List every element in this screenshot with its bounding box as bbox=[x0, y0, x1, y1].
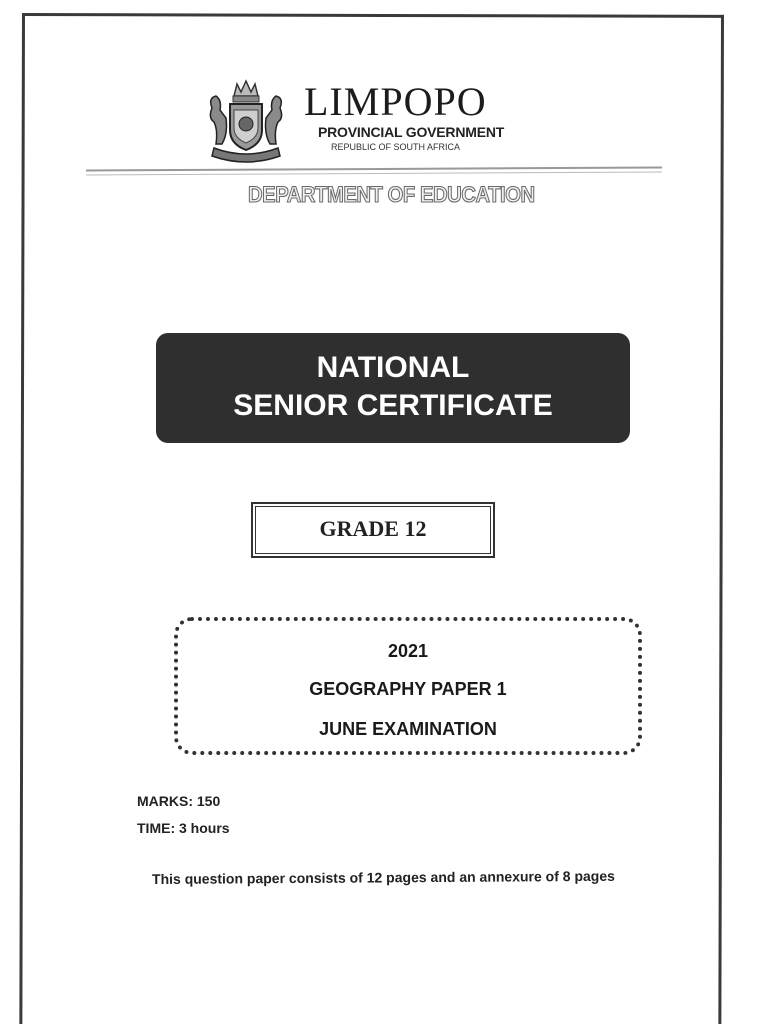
brand-title: LIMPOPO bbox=[304, 79, 487, 124]
exam-subject: GEOGRAPHY PAPER 1 bbox=[309, 679, 507, 699]
marks-label: MARKS: 150 bbox=[137, 793, 221, 809]
exam-info-box bbox=[174, 617, 642, 755]
grade-box bbox=[251, 502, 495, 558]
certificate-banner bbox=[156, 333, 630, 443]
coat-of-arms-icon bbox=[204, 78, 288, 166]
certificate-line-1: NATIONAL bbox=[316, 351, 470, 384]
brand-subtitle: PROVINCIAL GOVERNMENT bbox=[318, 124, 505, 140]
exam-year: 2021 bbox=[387, 641, 429, 661]
pages-note: This question paper consists of 12 pages and an annexure of 8 pages bbox=[151, 867, 615, 887]
header bbox=[200, 76, 520, 171]
country-label: REPUBLIC OF SOUTH AFRICA bbox=[331, 142, 461, 152]
grade-label: GRADE 12 bbox=[255, 506, 491, 554]
department-title: DEPARTMENT OF EDUCATION bbox=[248, 182, 535, 207]
exam-session: JUNE EXAMINATION bbox=[319, 719, 497, 739]
time-label: TIME: 3 hours bbox=[137, 820, 230, 836]
certificate-line-2: SENIOR CERTIFICATE bbox=[233, 389, 553, 422]
